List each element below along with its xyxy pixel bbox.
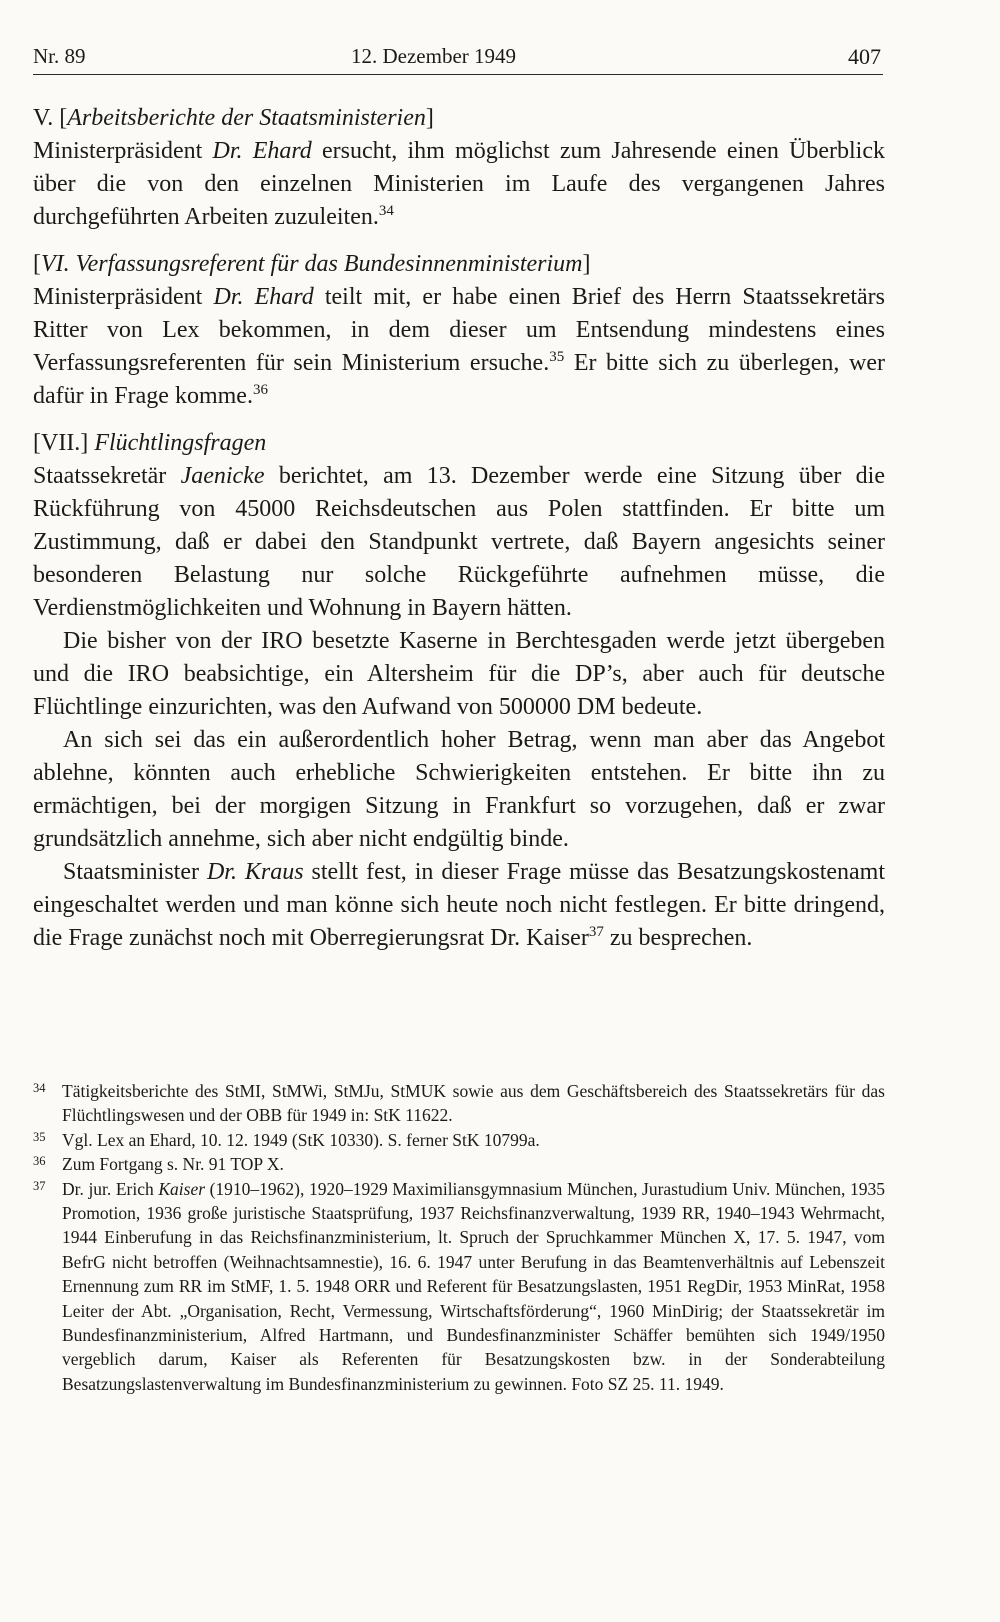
footnote-37	[33, 1177, 885, 1397]
heading-title: VI. Verfassungsreferent für das Bundesinnenministerium	[41, 251, 583, 277]
text-run: berichtet, am 13. Dezember werde eine Sitzung über die Rückführung von 45000 Reichsdeutschen aus Polen stattfinden. Er bitte um Zustimmung, daß er dabei den Standpunkt vertrete, daß Bayern angesichts seiner besonderen Belastung nur solche Rückgeführte aufnehmen müsse, die Verdienstmöglichkeiten und Wohnung in Bayern hätten.	[33, 463, 885, 621]
person-name: Dr. Ehard	[212, 138, 312, 164]
person-name: Dr. Kraus	[206, 859, 304, 885]
paragraph	[33, 135, 885, 234]
header-rule	[33, 74, 883, 75]
text-run: stellt fest, in dieser Frage müsse das Besatzungskostenamt eingeschaltet werden und man könne sich heute noch nicht festlegen. Er bitte dringend, die Frage zunächst noch mit Oberregierungsrat Dr. Kaiser	[33, 859, 886, 951]
footnote-text: Zum Fortgang s. Nr. 91 TOP X.	[62, 1154, 284, 1175]
running-header	[33, 40, 881, 72]
section-heading-vii	[33, 427, 885, 460]
footnote-36	[33, 1152, 885, 1176]
text-run: zu besprechen.	[603, 925, 753, 951]
footnote-ref[interactable]: 34	[378, 203, 394, 219]
footnote-text	[62, 1179, 885, 1394]
footnote-number: 37	[33, 1178, 46, 1193]
heading-prefix: [VII.]	[33, 430, 95, 456]
paragraph	[33, 281, 885, 413]
heading-prefix: [	[33, 251, 41, 277]
heading-suffix: ]	[582, 251, 591, 277]
main-text	[33, 102, 885, 955]
text-run: ersucht, ihm möglichst zum Jahresende einen Überblick über die von den einzelnen Ministerien im Laufe des vergangenen Jahres durchgeführten Arbeiten zuzuleiten.	[33, 138, 885, 230]
footnote-text: Vgl. Lex an Ehard, 10. 12. 1949 (StK 10330). S. ferner StK 10799a.	[62, 1129, 540, 1150]
text-run: Dr. jur. Erich	[62, 1178, 159, 1199]
document-number: Nr. 89	[33, 44, 86, 68]
paragraph: An sich sei das ein außerordentlich hoher Betrag, wenn man aber das Angebot ablehne, könnten auch erhebliche Schwierigkeiten entstehen. Er bitte ihn zu ermächtigen, bei der morgigen Sitzung in Frankfurt so vorzugehen, daß er zwar grundsätzlich annehme, sich aber nicht endgültig binde.	[33, 727, 885, 852]
heading-suffix: ]	[425, 105, 434, 131]
footnote-number: 35	[33, 1129, 46, 1144]
text-run: Staatsminister	[63, 859, 207, 885]
section-heading-vi	[33, 248, 885, 281]
heading-title: Arbeitsberichte der Staatsministerien	[67, 105, 426, 131]
paragraph: Die bisher von der IRO besetzte Kaserne in Berchtesgaden werde jetzt übergeben und die IRO beabsichtige, ein Altersheim für die DP’s, aber auch für deutsche Flüchtlinge einzurichten, was den Aufwand von 500000 DM bedeute.	[33, 628, 885, 720]
person-name: Jaenicke	[180, 463, 265, 489]
text-run: Ministerpräsident	[33, 138, 213, 164]
person-name: Kaiser	[158, 1178, 206, 1199]
footnote-34	[33, 1079, 885, 1128]
text-run: teilt mit, er habe einen Brief des Herrn Staatssekretärs Ritter von Lex bekommen, in dem dieser um Entsendung mindestens eines Verfassungsreferenten für sein Ministerium ersuche.	[33, 284, 886, 376]
footnote-number: 34	[33, 1081, 46, 1095]
heading-title: Flüchtlingsfragen	[94, 430, 267, 456]
footnote-ref[interactable]: 36	[252, 382, 268, 398]
footnote-ref[interactable]: 37	[588, 924, 604, 940]
paragraph	[33, 856, 885, 955]
text-run: (1910–1962), 1920–1929 Maximiliansgymnasium München, Jurastudium Univ. München, 1935 Promotion, 1936 große juristische Staatsprüfung, 1937 Reichsfinanzverwaltung, 1939 RR, 1940–1943 Wehrmacht, 1944 Einberufung in das Reichsfinanzministerium, lt. Spruch der Spruchkammer München X, 17. 5. 1947, vom BefrG nicht betroffen (Weihnachtsamnestie), 16. 6. 1947 unter Berufung in das Beamtenverhältnis auf Lebenszeit Ernennung zum RR im StMF, 1. 5. 1948 ORR und Referent für Besatzungslasten, 1951 RegDir, 1953 MinRat, 1958 Leiter der Abt. „Organisation, Recht, Vermessung, Wirtschaftsförderung“, 1960 MinDirig; der Staatssekretär im Bundesfinanzministerium, Alfred Hartmann, und Bundesfinanzminister Schäffer bemühten sich 1949/1950 vergeblich darum, Kaiser als Referenten für Besatzungskosten bzw. in der Sonderabteilung Besatzungslastenverwaltung im Bundesfinanzministerium zu gewinnen. Foto SZ 25. 11. 1949.	[62, 1178, 886, 1394]
footnotes	[33, 1079, 885, 1396]
text-run: Ministerpräsident	[33, 284, 214, 310]
person-name: Dr. Ehard	[213, 284, 314, 310]
footnote-35	[33, 1128, 885, 1152]
session-date: 12. Dezember 1949	[351, 44, 517, 68]
section-heading-v	[33, 102, 885, 135]
text-run: Staatssekretär	[33, 463, 181, 489]
footnote-text: Tätigkeitsberichte des StMI, StMWi, StMJu, StMUK sowie aus dem Geschäftsbereich des Staatssekretärs für das Flüchtlingswesen und der OBB für 1949 in: StK 11622.	[62, 1081, 885, 1126]
footnote-number: 36	[33, 1154, 46, 1169]
footnote-ref[interactable]: 35	[549, 349, 565, 365]
page-number: 407	[848, 44, 881, 69]
heading-prefix: V. [	[33, 105, 68, 131]
paragraph	[33, 460, 885, 625]
text-run: Er bitte sich zu überlegen, wer dafür in Frage komme.	[33, 350, 885, 409]
